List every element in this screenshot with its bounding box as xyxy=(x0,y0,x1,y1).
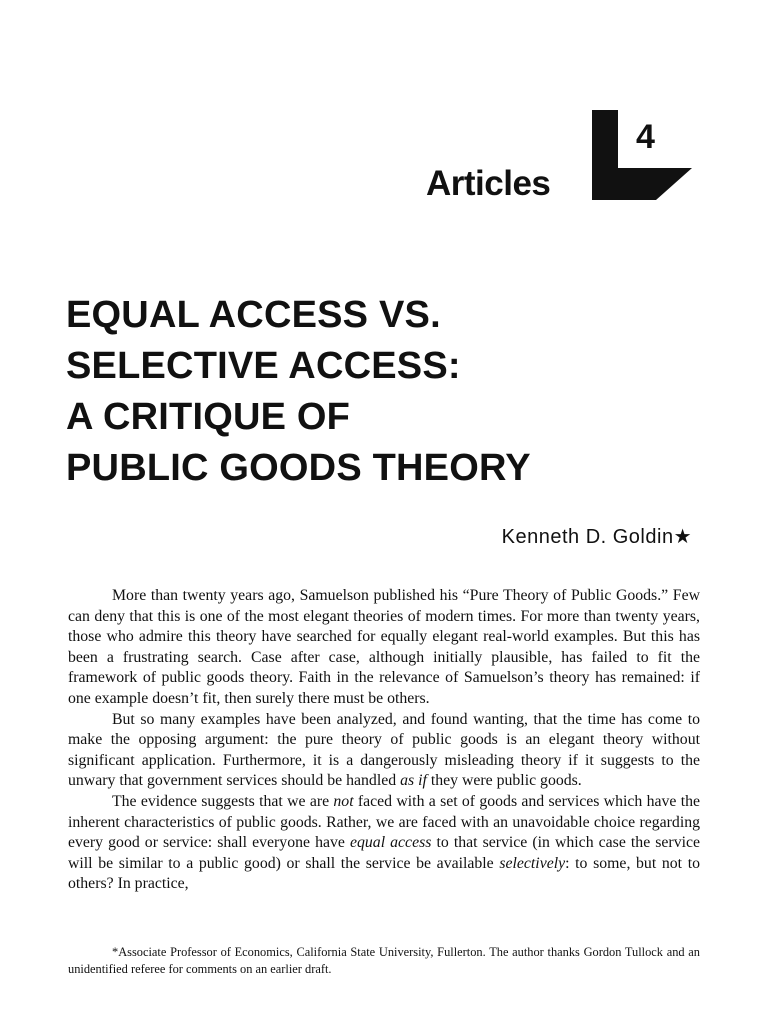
title-line: SELECTIVE ACCESS: xyxy=(66,345,461,387)
paragraph-2 xyxy=(68,710,700,792)
article-title xyxy=(66,290,706,494)
author-footnote xyxy=(68,944,700,978)
text-run: But so many examples have been analyzed, and found wanting, that the time has come to make the opposing argument: the pure theory of public goods is an elegant theory without significant application. Furthermore, it is a dangerously misleading theory if it suggests to the unwary that government services should be handled xyxy=(68,710,700,790)
text-run: faced with a set of goods and services which have the inherent characteristics of public goods. Rather, we are faced with an unavoidable choice regarding every good or service: shall everyone have xyxy=(68,792,700,852)
text-run: The evidence suggests that we are xyxy=(112,792,334,810)
footnote-star-icon: ★ xyxy=(673,526,692,548)
section-label: Articles xyxy=(426,164,551,203)
paragraph-3 xyxy=(68,792,700,895)
emphasis: equal access xyxy=(349,834,432,852)
emphasis: selectively xyxy=(499,854,566,872)
title-line: A CRITIQUE OF xyxy=(66,396,351,438)
section-number: 4 xyxy=(636,118,655,156)
author-name: Kenneth D. Goldin xyxy=(501,526,674,548)
title-line: EQUAL ACCESS VS. xyxy=(66,294,441,336)
title-line: PUBLIC GOODS THEORY xyxy=(66,447,531,489)
paragraph-1: More than twenty years ago, Samuelson published his “Pure Theory of Public Goods.” Few can deny that this is one of the most elegant theories of modern times. For more than twenty years, those who admire this theory have searched for equally elegant real-world examples. But this has been a frustrating search. Case after case, although initially plausible, has failed to fit the framework of public goods theory. Faith in the relevance of Samuelson’s theory has remained: if one example doesn’t fit, then surely there must be others. xyxy=(68,587,700,707)
text-run: they were public goods. xyxy=(426,772,582,790)
section-header xyxy=(426,104,696,203)
emphasis: not xyxy=(333,792,354,810)
footnote-text: *Associate Professor of Economics, California State University, Fullerton. The author thanks Gordon Tullock and an unidentified referee for comments on an earlier draft. xyxy=(68,945,700,976)
author-byline xyxy=(502,524,692,549)
emphasis: as if xyxy=(400,772,427,790)
text-run: : to some, but not to others? In practice, xyxy=(68,854,700,893)
article-body xyxy=(68,586,700,895)
text-run: to that service (in which case the service will be similar to a public good) or shall the service be available xyxy=(68,834,701,872)
